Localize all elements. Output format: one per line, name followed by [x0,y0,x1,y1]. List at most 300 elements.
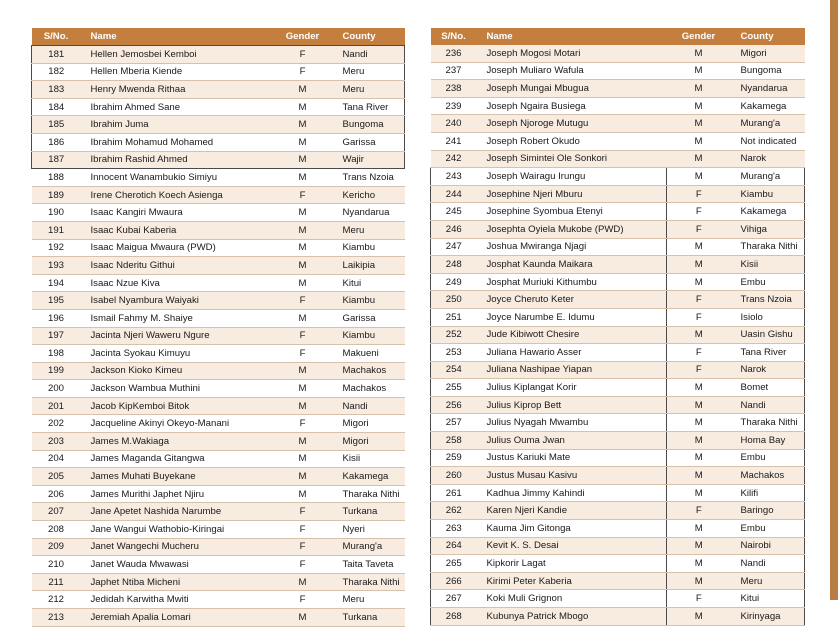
county-cell: Baringo [731,502,805,520]
county-cell: Nandi [731,396,805,414]
table-row [32,309,405,327]
sno-cell: 258 [431,432,477,450]
county-cell: Kiambu [333,292,405,310]
county-cell: Kiambu [333,327,405,345]
gender-cell: M [667,484,731,502]
sno-cell: 183 [32,81,81,99]
county-cell: Vihiga [731,220,805,238]
table-row [32,503,405,521]
name-cell: Isaac Kangiri Mwaura [81,204,273,222]
sno-cell: 256 [431,396,477,414]
county-cell: Tana River [731,344,805,362]
name-cell: Kirimi Peter Kaberia [477,572,667,590]
name-cell: Justus Musau Kasivu [477,467,667,485]
sno-cell: 188 [32,169,81,187]
table-row [431,608,805,626]
gender-cell: M [667,273,731,291]
column-header-sno: S/No. [32,28,81,46]
name-cell: Jane Apetet Nashida Narumbe [81,503,273,521]
sno-cell: 266 [431,572,477,590]
sno-cell: 251 [431,308,477,326]
gender-cell: M [273,362,333,380]
sno-cell: 200 [32,380,81,398]
gender-cell: M [273,81,333,99]
sno-cell: 239 [431,97,477,115]
table-row [32,397,405,415]
name-cell: Josphat Muriuki Kithumbu [477,273,667,291]
table-row [431,203,805,221]
table-row [32,327,405,345]
table-header-row [32,28,405,46]
county-cell: Migori [333,415,405,433]
column-header-sno: S/No. [431,28,477,45]
gender-cell: M [273,397,333,415]
gender-cell: M [667,168,731,186]
county-cell: Garissa [333,133,405,151]
sno-cell: 191 [32,221,81,239]
gender-cell: M [273,257,333,275]
gender-cell: M [273,433,333,451]
county-cell: Tharaka Nithi [333,485,405,503]
name-cell: James Murithi Japhet Njiru [81,485,273,503]
name-cell: Joseph Mungai Mbugua [477,80,667,98]
sno-cell: 205 [32,468,81,486]
county-cell: Taita Taveta [333,556,405,574]
sno-cell: 245 [431,203,477,221]
table-row [32,221,405,239]
sno-cell: 247 [431,238,477,256]
table-row [32,204,405,222]
name-cell: Julius Kiplangat Korir [477,379,667,397]
sno-cell: 246 [431,220,477,238]
page-edge-border [830,0,838,600]
sno-cell: 268 [431,608,477,626]
sno-cell: 212 [32,591,81,609]
county-cell: Migori [333,433,405,451]
gender-cell: F [273,538,333,556]
name-cell: Joseph Ngaira Busiega [477,97,667,115]
gender-cell: F [273,415,333,433]
name-cell: Joyce Cheruto Keter [477,291,667,309]
gender-cell: M [273,116,333,134]
name-cell: Kauma Jim Gitonga [477,520,667,538]
table-row [431,502,805,520]
table-row [32,609,405,627]
county-cell: Tana River [333,98,405,116]
county-cell: Murang'a [731,168,805,186]
gender-cell: F [667,361,731,379]
table-row [431,185,805,203]
name-cell: Jeremiah Apalia Lomari [81,609,273,627]
sno-cell: 195 [32,292,81,310]
county-cell: Kakamega [333,468,405,486]
county-cell: Kirinyaga [731,608,805,626]
name-cell: Julius Ouma Jwan [477,432,667,450]
gender-cell: F [667,185,731,203]
table-row [431,273,805,291]
gender-cell: M [667,97,731,115]
county-cell: Makueni [333,345,405,363]
sno-cell: 204 [32,450,81,468]
name-cell: Innocent Wanambukio Simiyu [81,169,273,187]
name-cell: Isaac Nzue Kiva [81,274,273,292]
name-cell: Julius Kiprop Bett [477,396,667,414]
county-cell: Trans Nzoia [333,169,405,187]
name-cell: Jedidah Karwitha Mwiti [81,591,273,609]
name-cell: Jacob KipKemboi Bitok [81,397,273,415]
table-row [431,590,805,608]
county-cell: Meru [333,81,405,99]
gender-cell: M [667,256,731,274]
county-cell: Kitui [731,590,805,608]
name-cell: Ismail Fahmy M. Shaiye [81,309,273,327]
county-cell: Embu [731,520,805,538]
name-cell: Justus Kariuki Mate [477,449,667,467]
sno-cell: 257 [431,414,477,432]
gender-cell: M [273,468,333,486]
county-cell: Embu [731,273,805,291]
table-row [32,538,405,556]
gender-cell: F [273,503,333,521]
name-cell: Jacinta Njeri Waweru Ngure [81,327,273,345]
county-cell: Nandi [333,46,405,64]
sno-cell: 210 [32,556,81,574]
name-cell: Janet Wangechi Mucheru [81,538,273,556]
column-header-county: County [333,28,405,46]
table-row [431,45,805,62]
sno-cell: 241 [431,132,477,150]
county-cell: Meru [333,63,405,81]
county-cell: Nyandarua [333,204,405,222]
gender-cell: M [273,133,333,151]
table-row [32,63,405,81]
gender-cell: M [667,150,731,168]
sno-cell: 260 [431,467,477,485]
sno-cell: 264 [431,537,477,555]
table-row [431,396,805,414]
sno-cell: 240 [431,115,477,133]
county-cell: Not indicated [731,132,805,150]
county-cell: Kiambu [731,185,805,203]
table-row [431,537,805,555]
sno-cell: 206 [32,485,81,503]
county-cell: Nyeri [333,521,405,539]
gender-cell: M [667,80,731,98]
table-row [431,132,805,150]
county-cell: Nandi [731,555,805,573]
gender-cell: F [667,220,731,238]
gender-cell: M [667,45,731,62]
table-row [32,239,405,257]
table-row [431,520,805,538]
county-cell: Homa Bay [731,432,805,450]
name-cell: Joshua Mwiranga Njagi [477,238,667,256]
gender-cell: M [667,520,731,538]
sno-cell: 187 [32,151,81,169]
county-cell: Kilifi [731,484,805,502]
county-cell: Meru [731,572,805,590]
name-cell: Kipkorir Lagat [477,555,667,573]
table-row [431,344,805,362]
name-cell: Henry Mwenda Rithaa [81,81,273,99]
name-cell: Hellen Mberia Kiende [81,63,273,81]
name-cell: Kubunya Patrick Mbogo [477,608,667,626]
name-cell: Ibrahim Juma [81,116,273,134]
table-row [431,238,805,256]
column-header-gender: Gender [273,28,333,46]
sno-cell: 250 [431,291,477,309]
gender-cell: M [667,467,731,485]
gender-cell: M [667,238,731,256]
gender-cell: M [273,204,333,222]
table-row [431,572,805,590]
gender-cell: F [273,63,333,81]
table-row [32,556,405,574]
sno-cell: 202 [32,415,81,433]
sno-cell: 197 [32,327,81,345]
county-cell: Machakos [333,380,405,398]
gender-cell: M [273,239,333,257]
gender-cell: M [667,115,731,133]
name-cell: Joyce Narumbe E. Idumu [477,308,667,326]
sno-cell: 243 [431,168,477,186]
sno-cell: 184 [32,98,81,116]
gender-cell: F [667,203,731,221]
name-cell: Joseph Simintei Ole Sonkori [477,150,667,168]
name-cell: Ibrahim Mohamud Mohamed [81,133,273,151]
table-header-row [431,28,805,45]
gender-cell: M [273,609,333,627]
gender-cell: M [273,450,333,468]
sno-cell: 190 [32,204,81,222]
name-cell: Josephine Syombua Etenyi [477,203,667,221]
sno-cell: 236 [431,45,477,62]
sno-cell: 181 [32,46,81,64]
sno-cell: 189 [32,186,81,204]
table-row [431,379,805,397]
table-row [32,46,405,64]
name-cell: Juliana Nashipae Yiapan [477,361,667,379]
sno-cell: 263 [431,520,477,538]
table-row [431,80,805,98]
sno-cell: 244 [431,185,477,203]
table-row [32,345,405,363]
gender-cell: F [667,502,731,520]
gender-cell: M [273,98,333,116]
roster-table-right [430,28,805,626]
table-row [32,257,405,275]
gender-cell: F [273,591,333,609]
name-cell: Jude Kibiwott Chesire [477,326,667,344]
table-row [431,432,805,450]
table-row [32,292,405,310]
name-cell: Janet Wauda Mwawasi [81,556,273,574]
name-cell: Joseph Wairagu Irungu [477,168,667,186]
gender-cell: F [273,521,333,539]
table-row [431,97,805,115]
name-cell: Joseph Njoroge Mutugu [477,115,667,133]
gender-cell: M [667,449,731,467]
name-cell: Isaac Maigua Mwaura (PWD) [81,239,273,257]
sno-cell: 201 [32,397,81,415]
name-cell: Jackson Kioko Kimeu [81,362,273,380]
name-cell: James M.Wakiaga [81,433,273,451]
county-cell: Garissa [333,309,405,327]
name-cell: Koki Muli Grignon [477,590,667,608]
table-row [32,116,405,134]
name-cell: Jacqueline Akinyi Okeyo-Manani [81,415,273,433]
sno-cell: 198 [32,345,81,363]
table-row [32,485,405,503]
county-cell: Kakamega [731,203,805,221]
table-row [32,81,405,99]
county-cell: Bungoma [333,116,405,134]
gender-cell: M [667,379,731,397]
sno-cell: 213 [32,609,81,627]
gender-cell: M [667,537,731,555]
table-row [32,169,405,187]
name-cell: Isaac Kubai Kaberia [81,221,273,239]
county-cell: Nairobi [731,537,805,555]
sno-cell: 199 [32,362,81,380]
gender-cell: M [667,326,731,344]
sno-cell: 237 [431,62,477,80]
table-row [32,98,405,116]
county-cell: Murang'a [731,115,805,133]
gender-cell: F [273,327,333,345]
name-cell: James Maganda Gitangwa [81,450,273,468]
county-cell: Kisii [333,450,405,468]
gender-cell: M [273,309,333,327]
table-row [431,150,805,168]
table-row [431,256,805,274]
column-header-name: Name [477,28,667,45]
name-cell: Jacinta Syokau Kimuyu [81,345,273,363]
county-cell: Narok [731,150,805,168]
name-cell: Josphat Kaunda Maikara [477,256,667,274]
county-cell: Turkana [333,609,405,627]
county-cell: Turkana [333,503,405,521]
county-cell: Laikipia [333,257,405,275]
name-cell: Julius Nyagah Mwambu [477,414,667,432]
gender-cell: M [667,396,731,414]
table-row [32,151,405,169]
table-row [32,450,405,468]
name-cell: Japhet Ntiba Micheni [81,573,273,591]
sno-cell: 248 [431,256,477,274]
column-header-name: Name [81,28,273,46]
county-cell: Kericho [333,186,405,204]
county-cell: Nyandarua [731,80,805,98]
table-row [431,467,805,485]
county-cell: Wajir [333,151,405,169]
gender-cell: M [273,151,333,169]
gender-cell: F [273,186,333,204]
table-row [431,449,805,467]
table-row [32,380,405,398]
gender-cell: M [667,414,731,432]
county-cell: Meru [333,221,405,239]
gender-cell: F [273,292,333,310]
table-row [431,62,805,80]
sno-cell: 192 [32,239,81,257]
sno-cell: 253 [431,344,477,362]
county-cell: Nandi [333,397,405,415]
county-cell: Machakos [333,362,405,380]
table-row [431,291,805,309]
county-cell: Tharaka Nithi [731,414,805,432]
county-cell: Kiambu [333,239,405,257]
name-cell: Ibrahim Rashid Ahmed [81,151,273,169]
table-row [431,361,805,379]
table-row [32,468,405,486]
table-row [431,555,805,573]
table-row [431,308,805,326]
sno-cell: 211 [32,573,81,591]
sno-cell: 203 [32,433,81,451]
county-cell: Uasin Gishu [731,326,805,344]
county-cell: Bungoma [731,62,805,80]
name-cell: Joseph Mogosi Motari [477,45,667,62]
gender-cell: F [273,556,333,574]
gender-cell: M [667,432,731,450]
table-row [32,433,405,451]
name-cell: Isabel Nyambura Waiyaki [81,292,273,310]
gender-cell: F [667,590,731,608]
name-cell: James Muhati Buyekane [81,468,273,486]
gender-cell: M [667,608,731,626]
county-cell: Embu [731,449,805,467]
sno-cell: 238 [431,80,477,98]
sno-cell: 267 [431,590,477,608]
name-cell: Juliana Hawario Asser [477,344,667,362]
name-cell: Ibrahim Ahmed Sane [81,98,273,116]
sno-cell: 209 [32,538,81,556]
name-cell: Irene Cherotich Koech Asienga [81,186,273,204]
county-cell: Trans Nzoia [731,291,805,309]
sno-cell: 252 [431,326,477,344]
name-cell: Karen Njeri Kandie [477,502,667,520]
name-cell: Josephta Oyiela Mukobe (PWD) [477,220,667,238]
roster-table-left [31,28,405,627]
gender-cell: F [667,291,731,309]
column-header-gender: Gender [667,28,731,45]
gender-cell: F [273,46,333,64]
sno-cell: 186 [32,133,81,151]
gender-cell: M [273,485,333,503]
sno-cell: 207 [32,503,81,521]
name-cell: Joseph Muliaro Wafula [477,62,667,80]
county-cell: Machakos [731,467,805,485]
gender-cell: M [273,380,333,398]
sno-cell: 208 [32,521,81,539]
gender-cell: M [667,555,731,573]
county-cell: Kakamega [731,97,805,115]
sno-cell: 262 [431,502,477,520]
gender-cell: M [273,169,333,187]
gender-cell: M [273,274,333,292]
gender-cell: M [273,221,333,239]
gender-cell: M [667,132,731,150]
table-row [32,186,405,204]
table-row [431,414,805,432]
sno-cell: 242 [431,150,477,168]
county-cell: Tharaka Nithi [333,573,405,591]
name-cell: Josephine Njeri Mburu [477,185,667,203]
table-row [32,521,405,539]
county-cell: Meru [333,591,405,609]
sno-cell: 265 [431,555,477,573]
